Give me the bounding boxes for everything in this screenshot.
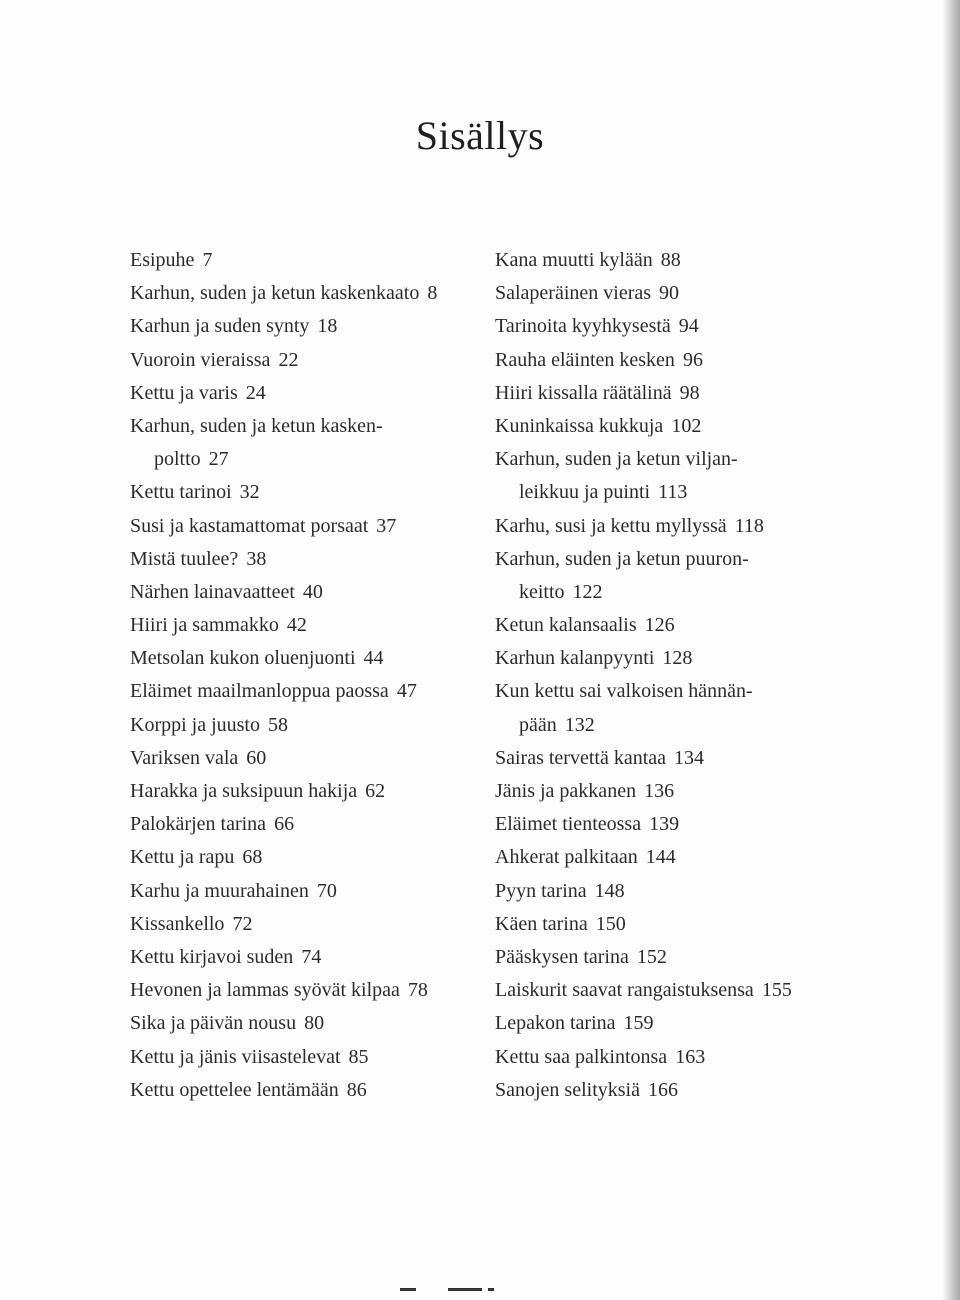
toc-entry-page-number: 150 xyxy=(595,912,626,935)
toc-entry-title: Ahkerat palkitaan xyxy=(495,846,638,869)
toc-entry-page-number: 70 xyxy=(316,879,337,902)
toc-entry-page-number: 60 xyxy=(246,746,267,769)
toc-entry-page-number: 113 xyxy=(658,481,688,504)
toc-entry xyxy=(130,510,490,543)
toc-entry-title: Laiskurit saavat rangaistuksensa xyxy=(495,979,754,1002)
toc-entry-page-number: 74 xyxy=(301,945,322,968)
toc-entry-title: Metsolan kukon oluenjuonti xyxy=(130,647,356,670)
toc-entry-page-number: 66 xyxy=(274,813,295,836)
toc-entry-page-number: 44 xyxy=(363,647,384,670)
toc-entry-page-number: 155 xyxy=(761,979,792,1002)
toc-entry xyxy=(495,543,825,576)
toc-entry xyxy=(495,875,825,908)
toc-entry-page-number: 163 xyxy=(675,1045,706,1068)
toc-entry xyxy=(495,576,825,609)
toc-entry xyxy=(130,841,490,874)
toc-entry-title: Korppi ja juusto xyxy=(130,713,260,736)
toc-entry-page-number: 144 xyxy=(645,846,676,869)
toc-entry-title: Sairas tervettä kantaa xyxy=(495,746,667,769)
toc-entry-page-number: 38 xyxy=(246,547,267,570)
toc-entry-title: Kettu opettelee lentämään xyxy=(130,1078,339,1101)
toc-entry-page-number: 126 xyxy=(644,614,675,637)
toc-entry-page-number: 166 xyxy=(647,1078,678,1101)
toc-entry-page-number: 118 xyxy=(734,514,764,537)
page-edge-shadow xyxy=(942,0,960,1300)
toc-entry-title: Jänis ja pakkanen xyxy=(495,780,637,802)
toc-entry xyxy=(495,709,825,742)
toc-entry-title: Hevonen ja lammas syövät kilpaa xyxy=(130,979,400,1002)
toc-entry xyxy=(495,344,825,377)
toc-entry-title: Palokärjen tarina xyxy=(130,813,267,836)
toc-entry-page-number: 98 xyxy=(679,381,700,404)
toc-entry xyxy=(130,443,490,476)
toc-entry-page-number: 8 xyxy=(427,282,438,305)
toc-entry-page-number: 139 xyxy=(649,813,680,836)
toc-entry xyxy=(495,908,825,941)
toc-entry-title: Kana muutti kylään xyxy=(495,249,653,271)
toc-entry xyxy=(495,1074,825,1107)
toc-entry xyxy=(130,941,490,974)
toc-entry-page-number: 40 xyxy=(302,580,323,603)
toc-entry-page-number: 78 xyxy=(407,979,428,1002)
toc-entry xyxy=(495,808,825,841)
toc-entry-page-number: 102 xyxy=(671,414,702,437)
toc-entry-title: Karhun, suden ja ketun kaskenkaato xyxy=(130,282,420,305)
toc-entry xyxy=(130,344,490,377)
toc-entry-title: Hiiri ja sammakko xyxy=(130,614,279,637)
toc-entry-title: keitto xyxy=(519,580,565,603)
toc-entry xyxy=(495,642,825,675)
toc-entry-title: Susi ja kastamattomat porsaat xyxy=(130,514,369,537)
toc-entry xyxy=(495,1007,825,1040)
toc-entry-title: Kettu ja varis xyxy=(130,381,238,404)
toc-entry-title: Hiiri kissalla räätälinä xyxy=(495,381,672,404)
toc-entry-title: Karhun, suden ja ketun kasken- xyxy=(130,414,383,437)
toc-entry xyxy=(130,1041,490,1074)
toc-entry-page-number: 85 xyxy=(348,1045,369,1068)
toc-entry-title: Variksen vala xyxy=(130,746,239,769)
toc-entry xyxy=(130,476,490,509)
toc-entry-page-number: 24 xyxy=(245,381,266,404)
toc-entry xyxy=(130,377,490,410)
toc-entry xyxy=(130,908,490,941)
toc-entry xyxy=(495,410,825,443)
toc-entry xyxy=(130,675,490,708)
toc-entry-title: Sika ja päivän nousu xyxy=(130,1012,297,1035)
toc-entry-title: Harakka ja suksipuun hakija xyxy=(130,780,358,802)
toc-entry xyxy=(495,775,825,808)
toc-entry-title: Kettu tarinoi xyxy=(130,481,232,504)
toc-entry xyxy=(495,941,825,974)
toc-entry-title: Esipuhe xyxy=(130,249,195,271)
toc-entry-title: Kun kettu sai valkoisen hännän- xyxy=(495,680,753,703)
toc-entry xyxy=(130,775,490,808)
toc-entry-title: Kissankello xyxy=(130,912,225,935)
toc-entry xyxy=(130,310,490,343)
toc-entry-page-number: 22 xyxy=(278,348,299,371)
toc-entry-page-number: 86 xyxy=(346,1078,367,1101)
toc-entry xyxy=(495,310,825,343)
toc-entry-page-number: 68 xyxy=(242,846,263,869)
toc-entry-title: poltto xyxy=(154,448,201,471)
toc-entry xyxy=(495,841,825,874)
toc-entry xyxy=(130,244,490,277)
toc-entry-title: Rauha eläinten kesken xyxy=(495,348,675,371)
toc-entry-page-number: 42 xyxy=(286,614,307,637)
toc-entry-page-number: 132 xyxy=(564,713,595,736)
toc-entry-page-number: 159 xyxy=(623,1012,654,1035)
toc-right-column xyxy=(495,244,825,1107)
toc-entry-title: Karhun kalanpyynti xyxy=(495,647,655,670)
toc-entry xyxy=(130,1074,490,1107)
toc-entry-page-number: 32 xyxy=(239,481,260,504)
toc-left-column xyxy=(130,244,490,1107)
toc-entry xyxy=(130,609,490,642)
toc-entry xyxy=(130,974,490,1007)
toc-entry-title: Kettu kirjavoi suden xyxy=(130,945,294,968)
toc-entry-title: Käen tarina xyxy=(495,912,588,935)
toc-entry-page-number: 72 xyxy=(232,912,253,935)
toc-entry-page-number: 7 xyxy=(202,249,213,271)
toc-entry-page-number: 80 xyxy=(304,1012,325,1035)
toc-entry-title: Lepakon tarina xyxy=(495,1012,616,1035)
toc-entry-page-number: 96 xyxy=(682,348,703,371)
toc-entry-page-number: 58 xyxy=(268,713,288,736)
toc-entry-title: Vuoroin vieraissa xyxy=(130,348,271,371)
toc-entry-page-number: 128 xyxy=(662,647,693,670)
toc-entry-title: Kettu ja rapu xyxy=(130,846,235,869)
toc-entry-title: Tarinoita kyyhkysestä xyxy=(495,315,671,338)
toc-entry xyxy=(130,277,490,310)
toc-entry-title: Kettu ja jänis viisastelevat xyxy=(130,1045,341,1068)
toc-entry-title: Eläimet tienteossa xyxy=(495,813,642,836)
toc-entry xyxy=(495,742,825,775)
toc-entry-page-number: 18 xyxy=(317,315,338,338)
toc-entry-page-number: 47 xyxy=(396,680,417,703)
toc-entry-page-number: 62 xyxy=(365,780,386,802)
page-title: Sisällys xyxy=(415,113,545,158)
toc-entry-title: Karhun, suden ja ketun puuron- xyxy=(495,547,749,570)
toc-entry xyxy=(495,244,825,277)
toc-entry xyxy=(495,609,825,642)
toc-entry-title: Karhun, suden ja ketun viljan- xyxy=(495,448,738,471)
toc-entry xyxy=(130,642,490,675)
toc-entry-page-number: 148 xyxy=(594,879,625,902)
toc-entry-page-number: 88 xyxy=(660,249,681,271)
toc-entry xyxy=(130,576,490,609)
toc-entry-page-number: 27 xyxy=(208,448,229,471)
toc-entry-title: Närhen lainavaatteet xyxy=(130,580,295,603)
toc-entry xyxy=(495,1041,825,1074)
toc-entry xyxy=(130,543,490,576)
toc-entry-title: Karhu ja muurahainen xyxy=(130,879,309,902)
toc-entry-page-number: 37 xyxy=(376,514,397,537)
toc-entry xyxy=(495,974,825,1007)
toc-entry-page-number: 134 xyxy=(674,746,705,769)
toc-entry-title: Karhu, susi ja kettu myllyssä xyxy=(495,514,727,537)
toc-entry-title: Ketun kalansaalis xyxy=(495,614,637,637)
toc-entry-title: pään xyxy=(519,713,557,736)
toc-entry xyxy=(130,709,490,742)
toc-entry-page-number: 94 xyxy=(678,315,699,338)
toc-entry-title: Pääskysen tarina xyxy=(495,945,629,968)
toc-entry-title: Eläimet maailmanloppua paossa xyxy=(130,680,389,703)
toc-entry xyxy=(130,1007,490,1040)
toc-entry xyxy=(495,476,825,509)
toc-entry xyxy=(130,410,490,443)
toc-entry-page-number: 122 xyxy=(572,580,603,603)
toc-entry-title: Karhun ja suden synty xyxy=(130,315,310,338)
toc-entry xyxy=(130,808,490,841)
toc-entry xyxy=(495,443,825,476)
toc-entry-page-number: 90 xyxy=(659,282,680,305)
toc-entry-title: leikkuu ja puinti xyxy=(519,481,651,504)
toc-entry-title: Salaperäinen vieras xyxy=(495,282,652,305)
toc-entry-title: Mistä tuulee? xyxy=(130,547,239,570)
toc-entry xyxy=(130,742,490,775)
toc-entry-title: Kuninkaissa kukkuja xyxy=(495,414,664,437)
toc-entry xyxy=(495,510,825,543)
bottom-scan-mark xyxy=(400,1288,500,1294)
toc-entry-page-number: 136 xyxy=(644,780,675,802)
toc-entry-title: Pyyn tarina xyxy=(495,879,587,902)
toc-entry xyxy=(130,875,490,908)
toc-entry xyxy=(495,675,825,708)
toc-entry xyxy=(495,277,825,310)
toc-entry-title: Sanojen selityksiä xyxy=(495,1078,640,1101)
toc-entry xyxy=(495,377,825,410)
toc-entry-title: Kettu saa palkintonsa xyxy=(495,1045,668,1068)
toc-entry-page-number: 152 xyxy=(636,945,667,968)
